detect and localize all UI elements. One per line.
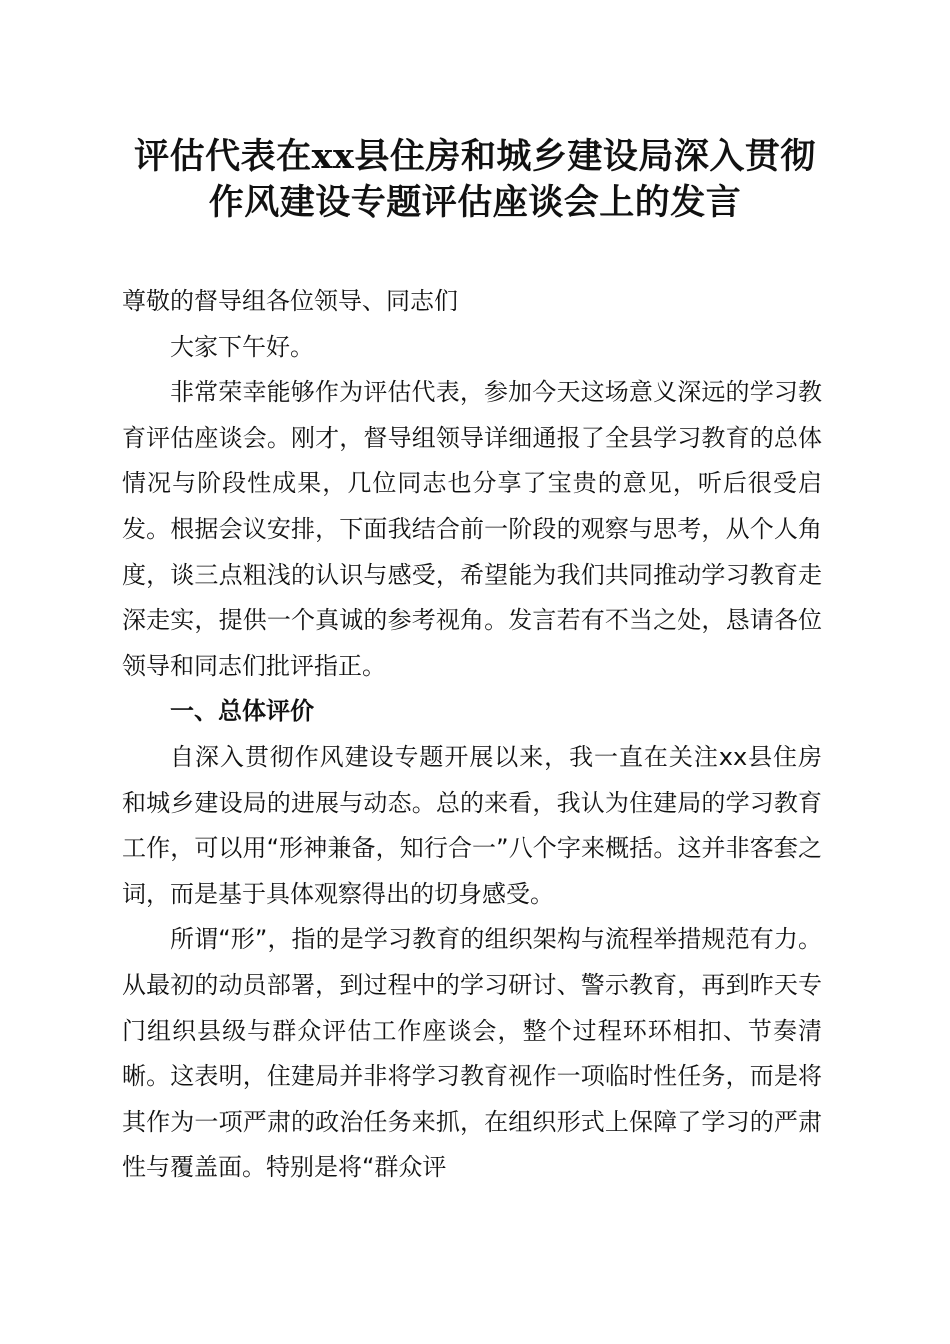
- section1-paragraph-2: 所谓“形”，指的是学习教育的组织架构与流程举措规范有力。从最初的动员部署，到过程中的学习研讨、警示教育，再到昨天专门组织县级与群众评估工作座谈会，整个过程环环相扣、节奏清晰。这表明，住建局并非将学习教育视作一项临时性任务，而是将其作为一项严肃的政治任务来抓，在组织形式上保障了学习的严肃性与覆盖面。特别是将“群众评: [122, 925, 822, 1182]
- section1-paragraph-1: 自深入贯彻作风建设专题开展以来，我一直在关注xx县住房和城乡建设局的进展与动态。总的来看，我认为住建局的学习教育工作，可以用“形神兼备，知行合一”八个字来概括。这并非客套之词，而是基于具体观察得出的切身感受。: [122, 742, 822, 908]
- section-heading-overall-evaluation: 一、总体评价: [170, 697, 314, 726]
- title-line-1: 评估代表在xx县住房和城乡建设局深入贯彻: [134, 136, 816, 177]
- document-title: [100, 134, 850, 226]
- salutation: 尊敬的督导组各位领导、同志们: [122, 287, 458, 315]
- document-body: [122, 279, 822, 1191]
- greeting: 大家下午好。: [170, 332, 314, 361]
- intro-paragraph: 非常荣幸能够作为评估代表，参加今天这场意义深远的学习教育评估座谈会。刚才，督导组领导详细通报了全县学习教育的总体情况与阶段性成果，几位同志也分享了宝贵的意见，听后很受启发。根据会议安排，下面我结合前一阶段的观察与思考，从个人角度，谈三点粗浅的认识与感受，希望能为我们共同推动学习教育走深走实，提供一个真诚的参考视角。发言若有不当之处，恳请各位领导和同志们批评指正。: [122, 378, 822, 680]
- title-line-2: 作风建设专题评估座谈会上的发言: [208, 182, 742, 223]
